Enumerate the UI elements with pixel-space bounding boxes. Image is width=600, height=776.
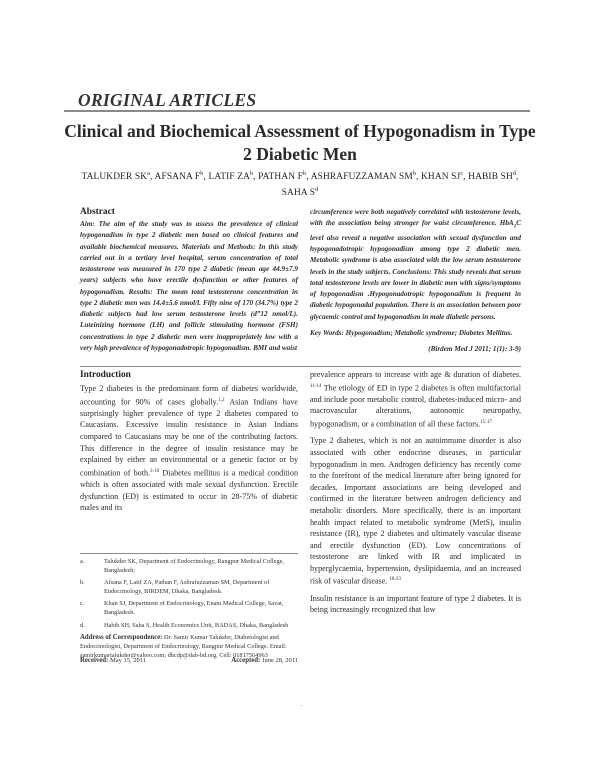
author-affiliation-mark: c (460, 171, 464, 177)
author-affiliation-mark: a (147, 171, 151, 177)
correspondence-address: Address of Correspondence: Dr. Samir Kumar Talukder, Diabetologist and Endocrinologist, Department of Endocrinology, Rangpur Medical College. Email: samirkumartalukder@yahoo.com; dhcdp@dab-bd.org, Cell: 01817564963 (80, 633, 287, 659)
author-affiliation-mark: b (303, 171, 307, 177)
footnote (80, 599, 298, 617)
reference-mark: 11-14 (310, 383, 322, 389)
author-name: TALUKDER SK (81, 172, 148, 183)
paragraph: Type 2 diabetes, which is not an autoimmune disorder is also associated with other endocrine diseases, in particular hypogonadism in men. Androgen deficiency has recently come to the forefront of the medical literature after being ignored for decades. Important associations are being developed and confirmed in the literature between androgen deficiency and metabolic disorders. More specifically, there is an important health impact related to metabolic syndrome (MetS), insulin resistance (IR), type 2 diabetes and ultimately vascular disease and erectile dysfunction (ED). Low concentrations of testosterone are linked with IR and implicated in hyperglycaemia, hypertension, dyslipidaemia, and an increased risk of vascular disease. $^{18-23}$ (310, 436, 521, 587)
paragraph: Type 2 diabetes is the predominant form of diabetes worldwide, accounting for 90% of cases globally.$^{1,2}$ Asian Indians have surprisingly higher prevalence of type 2 diabetes compared to Caucasians. Excessive insulin resistance in Asian Indians compared to Caucasians may be one of the contributing factors. This difference in the degree of insulin resistance may be explained by either an environmental or a genetic factor or by combination of both.$^{3-10}$ Diabetes mellitus is a medical condition which is often associated with male sexual dysfunction. Erectile dysfunction (ED) is estimated to occur in 28-75% of diabetic males and its (80, 384, 298, 513)
journal-citation: (Birdem Med J 2011; 1(1): 3-9) (428, 344, 521, 353)
author-name: KHAN SJ (421, 172, 461, 183)
footnote-divider (80, 553, 298, 554)
abstract-heading: Abstract (80, 207, 115, 217)
introduction-heading: Introduction (80, 370, 131, 380)
author-affiliation-mark: d (315, 186, 319, 193)
article-title: Clinical and Biochemical Assessment of Hypogonadism in Type 2 Diabetic Men (64, 121, 536, 164)
page-mark: . (301, 700, 303, 708)
author-affiliation-mark: b (412, 171, 416, 177)
received-date: Received: May 15, 2011 (80, 657, 146, 664)
author-name: LATIF ZA (208, 172, 250, 183)
abstract-divider (80, 366, 521, 367)
section-divider (64, 110, 530, 112)
author-affiliation-mark: b (250, 171, 254, 177)
footnote-text: Talukder SK, Department of Endocrinology, Rangpur Medical College, Bangladesh; (104, 558, 284, 575)
footnote (80, 578, 298, 596)
author-affiliation-mark: b (200, 171, 204, 177)
footnote (80, 557, 298, 575)
author-list: TALUKDER $SK^a$, AFSANA $F^b$, LATIF $ZA^b$, PATHAN $F^b$, ASHRAFUZZAMAN $SM^b$, KHAN $SJ^c$, HABIB $SH^d$, SAHA $S^d$ (81, 171, 519, 198)
introduction-left-text (80, 383, 298, 514)
footnote-text: Afsana F, Latif ZA, Pathan F, Ashrafuzzaman SM, Department of Endocrinology, BIRDEM, Dhaka, Bangladesh. (104, 579, 270, 596)
abstract-text-left: Aim: The aim of the study was to assess the prevalence of clinical hypogonadism in type 2 diabetic men based on clinical features and available biochemical measures. Materials and Methods: In this study carried out in a tertiary level hospital, serum concentration of total testosterone was measured in 170 type 2 diabetic (mean age 44.9±7.9 years) subjects who have erectile dysfunction or other features of hypogonadism. Results: The mean total testosterone concentration in type 2 diabetic men was 14.4±5.6 nmol/l. Fifty nine of 170 (34.7%) type 2 diabetic subjects had low serum testosterone levels (d”12 nmol/L). Luteinizing hormone (LH) and follicle stimulating hormone (FSH) concentrations in type 2 diabetic men were inappropriately low with a very high prevalence of hypogonadotropic hypogonadism. BMI and waist (80, 220, 298, 352)
reference-mark: 3-10 (150, 468, 160, 474)
footnote-text: Khan SJ, Department of Endocrinology, Enam Medical College, Savar, Bangladesh. (104, 600, 284, 617)
section-label: ORIGINAL ARTICLES (78, 90, 257, 110)
paragraph: prevalence appears to increase with age & duration of diabetes. $^{11-14}$ The etiology of ED in type 2 diabetes is often multifactorial and include poor metabolic control, diabetes-induced micro- and macrovascular alterations, autonomic neuropathy, hypogonadism, or a combination of all these factors.$^{15-17}$ (310, 370, 521, 429)
accepted-date: Accepted: June 28, 2011 (231, 657, 298, 664)
author-name: SAHA S (281, 187, 316, 198)
reference-mark: 1,2 (218, 397, 225, 403)
affiliation-footnotes (80, 557, 298, 660)
footnote-letter: d. (80, 621, 85, 629)
abstract-right-column (310, 207, 521, 353)
footnote-letter: c. (80, 600, 85, 608)
reference-mark: 15-17 (480, 420, 492, 426)
author-name: HABIB SH (468, 172, 513, 183)
reference-mark: 18-23 (389, 577, 402, 583)
body-left-column (80, 369, 298, 519)
footnote-letter: a. (80, 558, 85, 565)
author-affiliation-mark: d (512, 171, 517, 177)
abstract-text-right: circumference were both negatively correlated with testosterone levels, with the association being stronger for waist circumference. HbA$_1$C level also reveal a negative association with sexual dysfunction and hypogonadotropic hypogonadism among type 2 diabetic men. Metabolic syndrome is also associated with the low serum testosterone levels in the study subjects. Conclusions: This study reveals that serum total testosterone levels are lower in diabetic men with signs/symptoms of hypogonadism .Hypogonadotropic hypogonadism is frequent in diabetic hypogonadal population. There is an association between poor glycaemic control and hypogonadism in male diabetic persons. (310, 208, 521, 321)
author-name: AFSANA F (154, 172, 201, 183)
footnote-text: Habib SH, Saha S, Health Economics Unit, BADAS, Dhaka, Bangladesh (104, 621, 289, 629)
keywords: Key Words: Hypogonadism; Metabolic syndrome; Diabetes Mellitus. (310, 328, 513, 337)
footnote-letter: b. (80, 579, 85, 587)
paragraph: Insulin resistance is an important feature of type 2 diabetes. It is being increasingly recognized that low (310, 593, 521, 615)
introduction-right-text (310, 369, 521, 616)
author-name: PATHAN F (258, 172, 304, 183)
body-right-column (310, 369, 521, 621)
author-name: ASHRAFUZZAMAN SM (310, 172, 413, 183)
footnote (80, 621, 298, 630)
abstract-left-column (80, 207, 298, 354)
